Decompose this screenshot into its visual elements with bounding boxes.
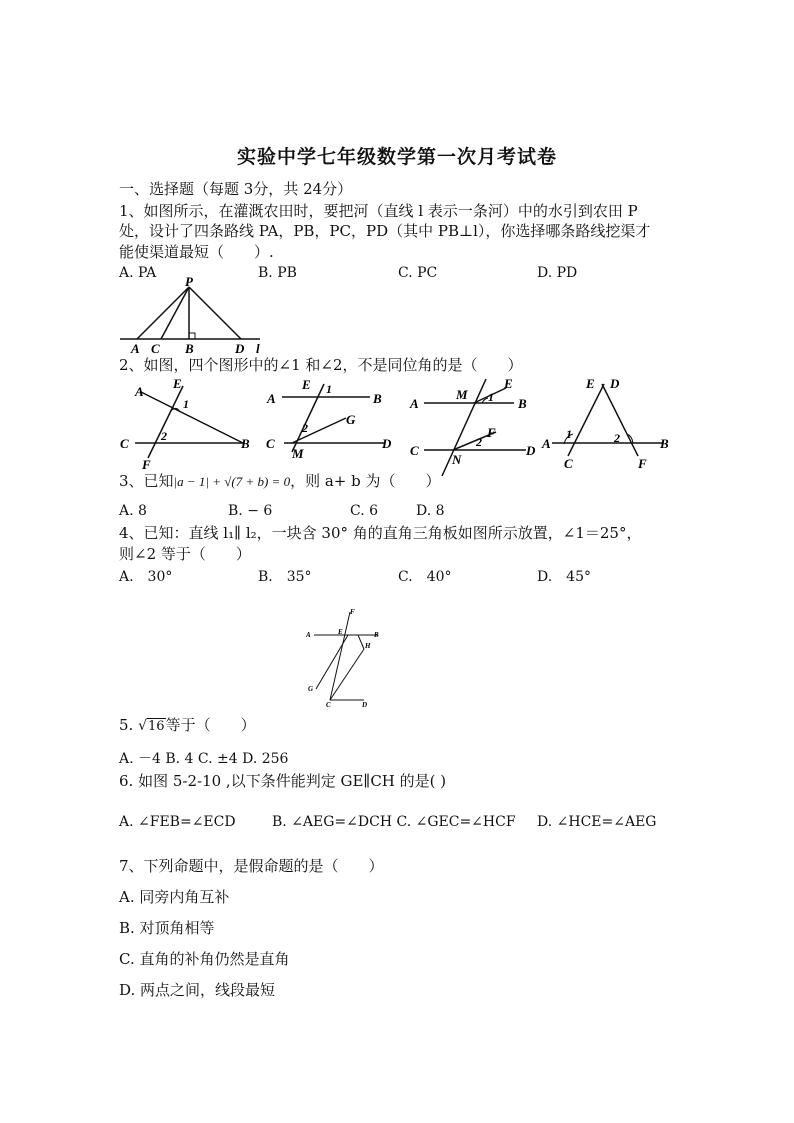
q2-figure-2: [262, 376, 402, 472]
q2-f4-label-2: 2: [614, 431, 620, 445]
q4-label-f: F: [350, 608, 355, 616]
q7-text: 7、下列命题中，是假命题的是（ ）: [119, 857, 384, 875]
q4-label-h: H: [365, 642, 371, 650]
q3-expression: |a − 1| + √(7 + b) = 0: [173, 474, 291, 489]
page-title: 实验中学七年级数学第一次月考试卷: [236, 146, 557, 168]
q5-line: [119, 716, 256, 736]
q1-option-b: B. PB: [258, 265, 297, 281]
q5-options: A. －4 B. 4 C. ±4 D. 256: [119, 751, 289, 767]
q7-option-b: B. 对顶角相等: [119, 919, 215, 937]
q3-line: [119, 472, 441, 491]
q6-option-a: A. ∠FEB=∠ECD: [119, 814, 236, 830]
q3-option-c: C. 6: [350, 503, 379, 519]
q5-number: 5.: [119, 716, 134, 734]
q2-f2-label-m: M: [292, 446, 304, 461]
q2-f3-label-1: 1: [488, 390, 494, 404]
q2-f1-label-a: A: [135, 384, 144, 399]
q2-text: 2、如图，四个图形中的∠1 和∠2，不是同位角的是（ ）: [119, 356, 523, 374]
q6-option-b-c: B. ∠AEG=∠DCH C. ∠GEC=∠HCF: [272, 814, 516, 830]
q2-f2-label-c: C: [266, 436, 275, 451]
q6-option-d: D. ∠HCE=∠AEG: [537, 814, 657, 830]
q3-option-d: D. 8: [416, 503, 445, 519]
q2-figure-3: [408, 376, 543, 480]
section-heading: 一、选择题（每题 3分，共 24分）: [119, 180, 353, 198]
q1-figure: [115, 275, 275, 355]
q4-option-b: B. 35°: [258, 569, 312, 585]
q4-option-a: A. 30°: [119, 569, 173, 585]
q1-label-a: A: [131, 341, 140, 355]
q2-f2-label-g: G: [346, 412, 356, 427]
q2-f1-label-f: F: [142, 457, 151, 472]
q6-text: 6. 如图 5-2-10 ,以下条件能判定 GE∥CH 的是( ): [119, 772, 447, 790]
q1-label-c: C: [151, 341, 160, 355]
q2-f2-label-a: A: [267, 391, 276, 406]
q7-option-c: C. 直角的补角仍然是直角: [119, 950, 290, 968]
q2-f2-label-e: E: [302, 377, 311, 392]
q3-suffix: ，则 a+ b 为（ ）: [290, 472, 441, 490]
q2-f3-label-n: N: [452, 452, 462, 467]
q4-figure: [302, 604, 382, 710]
q1-option-c: C. PC: [398, 265, 438, 281]
q4-label-b: B: [374, 631, 379, 639]
q1-label-d: D: [235, 341, 245, 355]
q4-option-c: C. 40°: [398, 569, 452, 585]
q2-f3-label-a: A: [410, 396, 419, 411]
q2-f1-label-1: 1: [183, 397, 189, 411]
q2-f4-label-f: F: [638, 456, 647, 471]
q1-label-p: P: [185, 275, 193, 289]
q2-f1-label-c: C: [120, 436, 129, 451]
q1-label-l: l: [256, 341, 260, 355]
q7-option-d: D. 两点之间，线段最短: [119, 981, 276, 999]
q5-radicand: 16: [148, 719, 165, 734]
q4-text-line2: 则∠2 等于（ ）: [119, 545, 251, 563]
q2-f3-label-d: D: [526, 443, 536, 458]
q2-f1-label-2: 2: [161, 429, 167, 443]
q1-text-line3: 能使渠道最短（ ）.: [119, 243, 274, 261]
q7-option-a: A. 同旁内角互补: [119, 888, 230, 906]
q4-label-g: G: [308, 685, 314, 693]
q5-sqrt: √16: [138, 718, 165, 734]
q2-f2-label-1: 1: [326, 382, 332, 396]
q4-label-e: E: [338, 628, 343, 636]
q4-text-line1: 4、已知：直线 l₁∥ l₂，一块含 30° 角的直角三角板如图所示放置，∠1＝25°，: [119, 524, 642, 542]
q1-label-b: B: [185, 341, 194, 355]
q2-f4-label-a: A: [542, 436, 551, 451]
q3-option-a: A. 8: [119, 503, 147, 519]
q2-f1-label-e: E: [173, 376, 182, 391]
q2-figure-1: [115, 376, 255, 472]
q2-f4-label-e: E: [586, 376, 595, 391]
q4-option-d: D. 45°: [537, 569, 591, 585]
q2-f2-label-d: D: [382, 436, 392, 451]
q2-f3-label-c: C: [410, 443, 419, 458]
q4-label-c: C: [326, 701, 331, 709]
q2-f3-label-2: 2: [476, 435, 482, 449]
q4-label-a: A: [306, 631, 311, 639]
q2-f1-label-b: B: [241, 436, 250, 451]
q3-prefix: 3、已知: [119, 472, 174, 490]
q4-label-d: D: [362, 701, 368, 709]
q1-text-line2: 处，设计了四条路线 PA，PB，PC，PD（其中 PB⊥l），你选择哪条路线挖渠才: [119, 222, 651, 240]
q2-f4-label-d: D: [610, 376, 620, 391]
q1-option-d: D. PD: [537, 265, 578, 281]
q2-f4-label-c: C: [564, 456, 573, 471]
q1-option-a: A. PA: [119, 265, 157, 281]
q2-figure-4: [540, 376, 675, 472]
q3-option-b: B. − 6: [228, 503, 273, 519]
q2-f3-label-f: F: [487, 425, 496, 440]
q2-f3-label-m: M: [456, 387, 468, 402]
q2-f2-label-2: 2: [302, 421, 308, 435]
q5-suffix: 等于（ ）: [165, 716, 256, 734]
q2-f2-label-b: B: [373, 391, 382, 406]
q1-text-line1: 1、如图所示，在灌溉农田时，要把河（直线 l 表示一条河）中的水引到农田 P: [119, 202, 638, 220]
q2-f4-label-b: B: [660, 436, 669, 451]
q2-f3-label-e: E: [504, 376, 513, 391]
q2-f4-label-1: 1: [566, 427, 572, 441]
q2-f3-label-b: B: [518, 396, 527, 411]
